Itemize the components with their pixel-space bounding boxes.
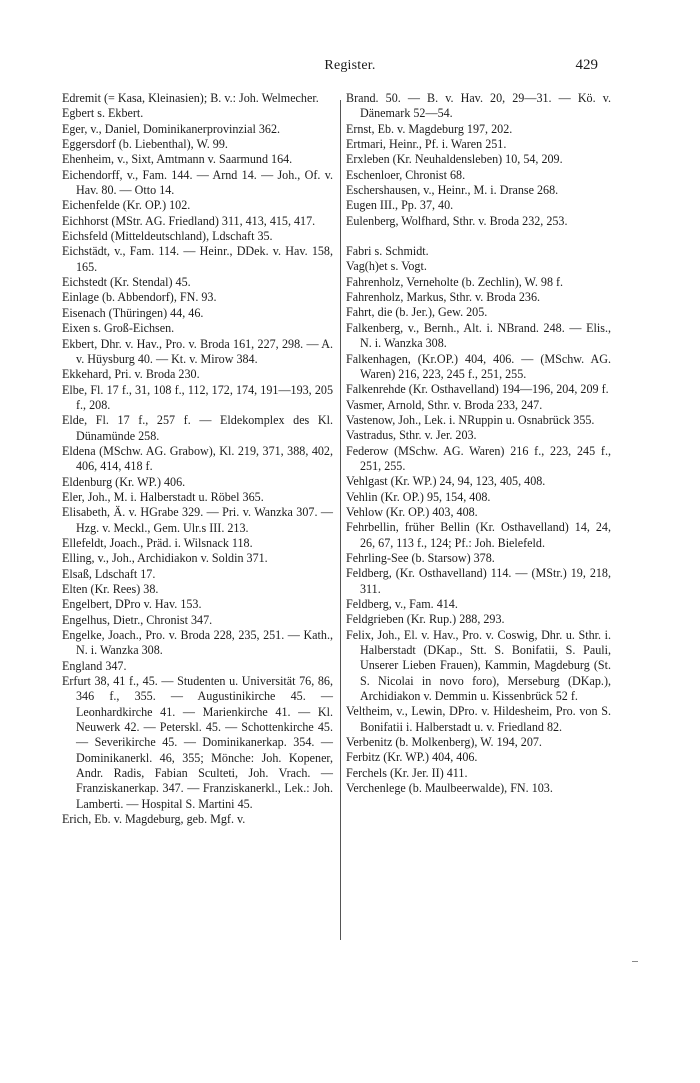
register-entry: Erxleben (Kr. Neuhaldensleben) 10, 54, 209. [346, 152, 563, 167]
register-entry: Veltheim, v., Lewin, DPro. v. Hildesheim, Pro. von S. Bonifatii i. Halberstadt u. v. Friedland 82. [346, 704, 611, 734]
register-entry: Eichendorff, v., Fam. 144. — Arnd 14. — Joh., Of. v. Hav. 80. — Otto 14. [62, 167, 333, 198]
register-entry: Erich, Eb. v. Magdeburg, geb. Mgf. v. [62, 812, 246, 827]
register-entry: Eldena (MSchw. AG. Grabow), Kl. 219, 371, 388, 402, 406, 414, 418 f. [62, 443, 333, 474]
register-entry: Fehrling-See (b. Starsow) 378. [346, 550, 495, 565]
page-corner-mark [632, 961, 638, 962]
register-entry: Engelbert, DPro v. Hav. 153. [62, 597, 202, 612]
register-entry: Eulenberg, Wolfhard, Sthr. v. Broda 232, 253. [346, 213, 568, 228]
register-entry: Ferchels (Kr. Jer. II) 411. [346, 765, 468, 780]
register-entry: Feldberg, v., Fam. 414. [346, 597, 458, 611]
register-entry: Felix, Joh., El. v. Hav., Pro. v. Coswig, Dhr. u. Sthr. i. Halberstadt (DKap., Stt. S. Bonifatii, S. Pauli, Unserer Lieben Frauen), Kammin, Magdeburg (St. S. Nicolai in novo foro), Merseburg (DKap.), Archidiakon v. Demmin u. Kissenbrück 52 f. [346, 627, 611, 704]
register-entry: Eldenburg (Kr. WP.) 406. [62, 474, 186, 489]
register-entry: Elbe, Fl. 17 f., 31, 108 f., 112, 172, 174, 191—193, 205 f., 208. [62, 382, 333, 412]
register-entry: Ellefeldt, Joach., Präd. i. Wilsnack 118. [62, 535, 253, 550]
register-entry: Ekkehard, Pri. v. Broda 230. [62, 367, 200, 382]
page-number: 429 [575, 57, 598, 73]
register-entry: Erfurt 38, 41 f., 45. — Studenten u. Universität 76, 86, 346 f., 355. — Augustinikirche 45. — Leonhardkirche 41. — Marienkirche 41. — Kl. Neuwerk 42. — Peterskl. 45. — Schottenkirche 45. — Severikirche 45. — Dominikanerkap. 354. — Dominikanerkl. 46, 355; Mönche: Joh. Kopener, Andr. Radis, Fabian Sculteti, Joh. Vrach. — Franziskanerkap. 347. — Franziskanerkl., Lek.: Joh. Lamberti. — Hospital S. Martini 45. [62, 674, 333, 811]
register-entry: Vastenow, Joh., Lek. i. NRuppin u. Osnabrück 355. [346, 412, 595, 427]
column-divider [340, 100, 341, 940]
register-entry: Edremit (= Kasa, Kleinasien); B. v.: Joh. Welmecher. [62, 91, 319, 105]
register-entry: Eggersdorf (b. Liebenthal), W. 99. [62, 137, 228, 152]
register-entry: Vehlow (Kr. OP.) 403, 408. [346, 504, 478, 519]
register-entry: Ernst, Eb. v. Magdeburg 197, 202. [346, 121, 513, 136]
register-entry: Fahrt, die (b. Jer.), Gew. 205. [346, 305, 488, 320]
register-entry: Engelhus, Dietr., Chronist 347. [62, 612, 213, 627]
register-entry: Feldberg, (Kr. Osthavelland) 114. — (MStr.) 19, 218, 311. [346, 566, 611, 596]
register-entry: Egbert s. Ekbert. [62, 106, 144, 121]
register-entry: Elsaß, Ldschaft 17. [62, 566, 156, 581]
letter-section-gap [346, 229, 611, 244]
register-entry: Ekbert, Dhr. v. Hav., Pro. v. Broda 161, 227, 298. — A. v. Hüysburg 40. — Kt. v. Mirow 384. [62, 336, 333, 366]
register-entry: Federow (MSchw. AG. Waren) 216 f., 223, 245 f., 251, 255. [346, 443, 611, 473]
register-entry: Einlage (b. Abbendorf), FN. 93. [62, 290, 217, 305]
register-entry: Fahrenholz, Verneholte (b. Zechlin), W. 98 f. [346, 274, 564, 289]
register-column-left [62, 91, 333, 828]
register-entry: Eichstedt (Kr. Stendal) 45. [62, 275, 191, 290]
register-entry: Eichenfelde (Kr. OP.) 102. [62, 198, 191, 213]
register-entry: Ehenheim, v., Sixt, Amtmann v. Saarmund 164. [62, 152, 293, 167]
register-entry: Vasmer, Arnold, Sthr. v. Broda 233, 247. [346, 397, 543, 412]
register-entry: Eixen s. Groß-Eichsen. [62, 321, 175, 336]
register-entry: Elling, v., Joh., Archidiakon v. Soldin 371. [62, 551, 268, 566]
register-entry: Brand. 50. — B. v. Hav. 20, 29—31. — Kö. v. Dänemark 52—54. [346, 91, 611, 121]
register-entry: Vastradus, Sthr. v. Jer. 203. [346, 428, 477, 443]
register-entry: Elisabeth, Ä. v. HGrabe 329. — Pri. v. Wanzka 307. — Hzg. v. Meckl., Gem. Ulr.s III. 213. [62, 505, 333, 535]
register-entry: Eichstädt, v., Fam. 114. — Heinr., DDek. v. Hav. 158, 165. [62, 244, 333, 274]
register-column-right [346, 91, 611, 796]
register-entry: Falkenrehde (Kr. Osthavelland) 194—196, 204, 209 f. [346, 382, 609, 397]
register-entry: Falkenhagen, (Kr.OP.) 404, 406. — (MSchw. AG. Waren) 216, 223, 245 f., 251, 255. [346, 351, 611, 381]
register-entry: Eisenach (Thüringen) 44, 46. [62, 305, 204, 320]
register-entry: Feldgrieben (Kr. Rup.) 288, 293. [346, 612, 505, 627]
running-header-title: Register. [324, 58, 376, 73]
register-entry: Eger, v., Daniel, Dominikanerprovinzial 362. [62, 121, 281, 136]
register-entry: Verbenitz (b. Molkenberg), W. 194, 207. [346, 735, 542, 750]
register-entry: Elten (Kr. Rees) 38. [62, 582, 159, 596]
register-entry: Vehlgast (Kr. WP.) 24, 94, 123, 405, 408. [346, 474, 546, 489]
register-entry: Eichsfeld (Mitteldeutschland), Ldschaft 35. [62, 229, 273, 244]
register-entry: Elde, Fl. 17 f., 257 f. — Eldekomplex des Kl. Dünamünde 258. [62, 413, 333, 443]
register-entry: Ertmari, Heinr., Pf. i. Waren 251. [346, 137, 507, 152]
register-entry: Vag(h)et s. Vogt. [346, 259, 427, 274]
register-entry: Verchenlege (b. Maulbeerwalde), FN. 103. [346, 781, 553, 796]
register-entry: Vehlin (Kr. OP.) 95, 154, 408. [346, 489, 491, 504]
register-entry: England 347. [62, 658, 127, 673]
register-entry: Ferbitz (Kr. WP.) 404, 406. [346, 750, 478, 765]
register-entry: Fehrbellin, früher Bellin (Kr. Osthavelland) 14, 24, 26, 67, 113 f., 124; Pf.: Joh. Bielefeld. [346, 520, 611, 550]
register-entry: Eschenloer, Chronist 68. [346, 167, 466, 182]
register-entry: Fabri s. Schmidt. [346, 244, 429, 259]
register-entry: Fahrenholz, Markus, Sthr. v. Broda 236. [346, 290, 541, 305]
register-entry: Eschershausen, v., Heinr., M. i. Dranse 268. [346, 183, 559, 198]
register-entry: Engelke, Joach., Pro. v. Broda 228, 235, 251. — Kath., N. i. Wanzka 308. [62, 628, 333, 658]
register-entry: Falkenberg, v., Bernh., Alt. i. NBrand. 248. — Elis., N. i. Wanzka 308. [346, 320, 611, 351]
register-entry: Eugen III., Pp. 37, 40. [346, 198, 454, 213]
register-entry: Eichhorst (MStr. AG. Friedland) 311, 413, 415, 417. [62, 213, 316, 228]
register-entry: Eler, Joh., M. i. Halberstadt u. Röbel 365. [62, 489, 264, 504]
